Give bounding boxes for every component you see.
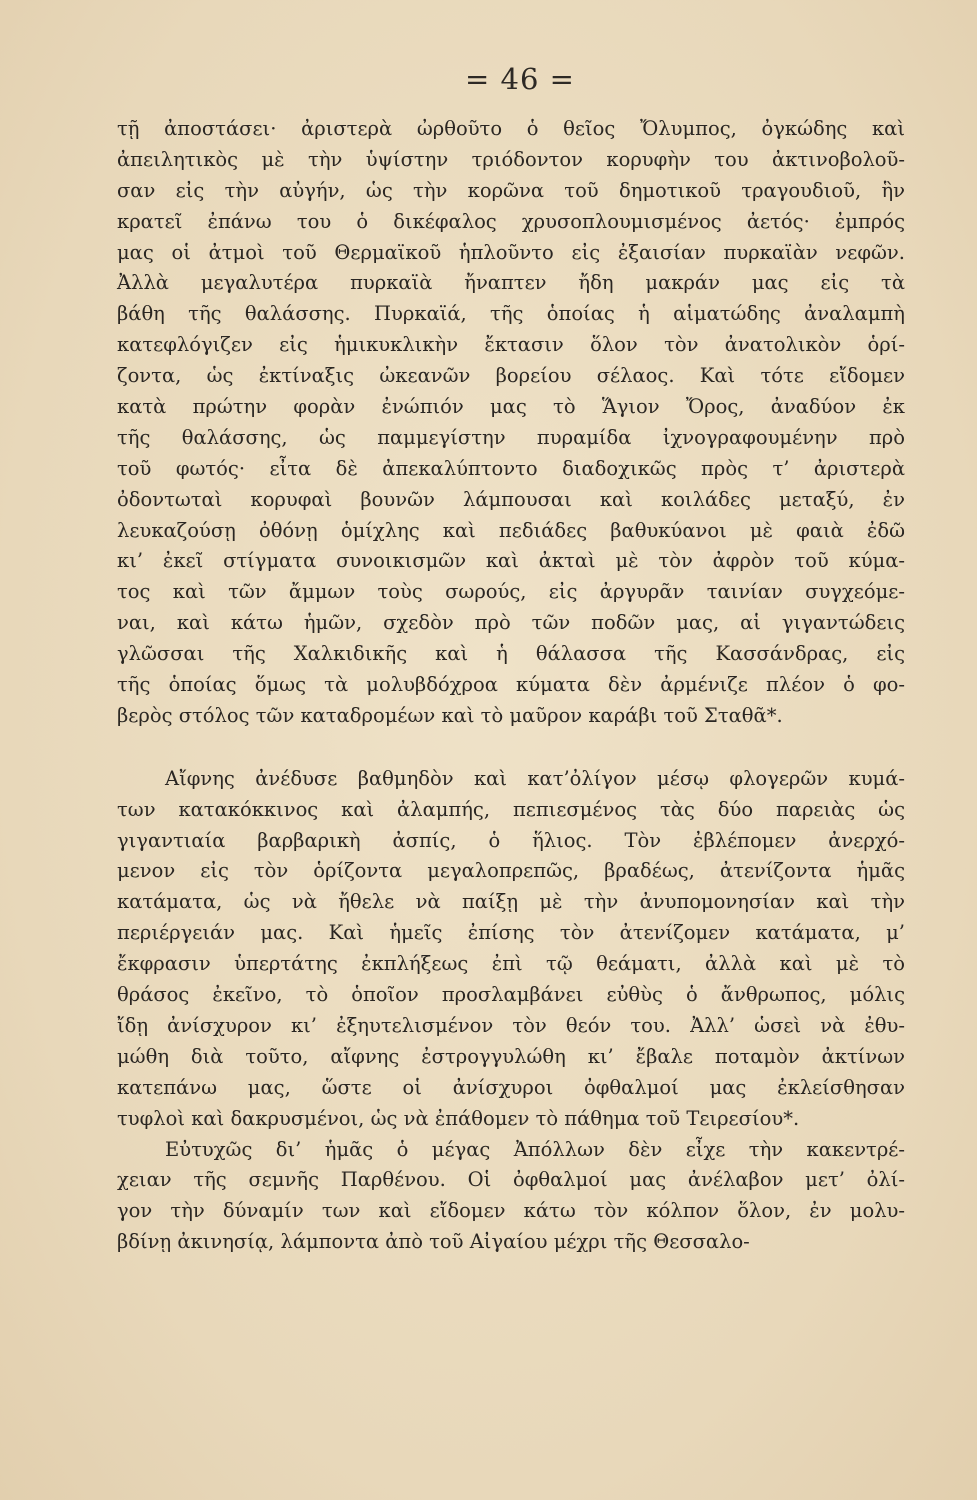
text-line: γλῶσσαι τῆς Χαλκιδικῆς καὶ ἡ θάλασσα τῆς Κασσάνδρας, εἰς (117, 642, 905, 666)
text-line: τῆς ὁποίας ὅμως τὰ μολυβδόχροα κύματα δὲν ἀρμένιζε πλέον ὁ φο- (117, 673, 905, 697)
paragraph-1 (117, 114, 905, 732)
text-line: κατεφλόγιζεν εἰς ἡμικυκλικὴν ἔκτασιν ὅλον τὸν ἀνατολικὸν ὁρί- (117, 333, 905, 357)
text-line: ἀπειλητικὸς μὲ τὴν ὑψίστην τριόδοντον κορυφὴν του ἀκτινοβολοῦ- (117, 147, 905, 171)
text-line: τος καὶ τῶν ἄμμων τοὺς σωρούς, εἰς ἀργυρᾶν ταινίαν συγχεόμε- (117, 580, 905, 604)
text-line: τῇ ἀποστάσει· ἀριστερὰ ὠρθοῦτο ὁ θεῖος Ὄλυμπος, ὀγκώδης καὶ (117, 117, 905, 140)
paragraph-2 (117, 764, 905, 1135)
text-line: Εὐτυχῶς δι’ ἡμᾶς ὁ μέγας Ἀπόλλων δὲν εἶχε τὴν κακεντρέ- (165, 1137, 905, 1161)
text-line: ἴδῃ ἀνίσχυρον κι’ ἐξηυτελισμένον τὸν θεόν του. Ἀλλ’ ὡσεὶ νὰ ἐθυ- (117, 1013, 905, 1037)
text-line: μενον εἰς τὸν ὁρίζοντα μεγαλοπρεπῶς, βραδέως, ἀτενίζοντα ἡμᾶς (117, 859, 905, 883)
paragraph-gap (117, 732, 905, 764)
text-line: των κατακόκκινος καὶ ἀλαμπής, πεπιεσμένος τὰς δύο παρειὰς ὡς (117, 797, 905, 821)
text-line: μώθη διὰ τοῦτο, αἴφνης ἐστρογγυλώθη κι’ ἔβαλε ποταμὸν ἀκτίνων (117, 1044, 905, 1068)
text-line: ζοντα, ὡς ἐκτίναξις ὠκεανῶν βορείου σέλαος. Καὶ τότε εἴδομεν (117, 364, 905, 388)
text-line: ὀδοντωταὶ κορυφαὶ βουνῶν λάμπουσαι καὶ κοιλάδες μεταξύ, ἐν (117, 487, 905, 511)
text-line: Ἀλλὰ μεγαλυτέρα πυρκαϊὰ ἤναπτεν ἤδη μακράν μας εἰς τὰ (117, 271, 905, 295)
text-line: κρατεῖ ἐπάνω του ὁ δικέφαλος χρυσοπλουμισμένος ἀετός· ἐμπρός (117, 209, 905, 233)
text-line: γον τὴν δύναμίν των καὶ εἴδομεν κάτω τὸν κόλπον ὅλον, ἐν μολυ- (117, 1199, 905, 1223)
text-line: ἔκφρασιν ὑπερτάτης ἐκπλήξεως ἐπὶ τῷ θεάματι, ἀλλὰ καὶ μὲ τὸ (117, 952, 905, 976)
text-line: τοῦ φωτός· εἶτα δὲ ἀπεκαλύπτοντο διαδοχικῶς πρὸς τ’ ἀριστερὰ (117, 456, 905, 480)
text-line: κατὰ πρώτην φορὰν ἐνώπιόν μας τὸ Ἅγιον Ὄρος, ἀναδύον ἐκ (117, 395, 905, 419)
text-line: περιέργειάν μας. Καὶ ἡμεῖς ἐπίσης τὸν ἀτενίζομεν κατάματα, μ’ (117, 921, 905, 945)
text-line: ναι, καὶ κάτω ἡμῶν, σχεδὸν πρὸ τῶν ποδῶν μας, αἱ γιγαντώδεις (117, 611, 905, 635)
text-line: Αἴφνης ἀνέδυσε βαθμηδὸν καὶ κατ’ὀλίγον μέσῳ φλογερῶν κυμά- (165, 766, 905, 790)
text-line: βάθη τῆς θαλάσσης. Πυρκαϊά, τῆς ὁποίας ἡ αἱματώδης ἀναλαμπὴ (117, 302, 905, 326)
text-line: λευκαζούσῃ ὀθόνῃ ὁμίχλης καὶ πεδιάδες βαθυκύανοι μὲ φαιὰ ἐδῶ (117, 518, 905, 542)
text-line: κατάματα, ὡς νὰ ἤθελε νὰ παίξῃ μὲ τὴν ἀνυπομονησίαν καὶ τὴν (117, 890, 905, 914)
paragraph-3 (117, 1135, 905, 1259)
text-line: βδίνῃ ἀκινησίᾳ, λάμποντα ἀπὸ τοῦ Αἰγαίου μέχρι τῆς Θεσσαλο- (117, 1230, 750, 1254)
text-line: χειαν τῆς σεμνῆς Παρθένου. Οἱ ὀφθαλμοί μας ἀνέλαβον μετ’ ὀλί- (117, 1168, 905, 1192)
text-line: θράσος ἐκεῖνο, τὸ ὁποῖον προσλαμβάνει εὐθὺς ὁ ἄνθρωπος, μόλις (117, 983, 905, 1007)
text-line: τυφλοὶ καὶ δακρυσμένοι, ὡς νὰ ἐπάθομεν τὸ πάθημα τοῦ Τειρεσίου*. (117, 1106, 800, 1130)
text-line: τῆς θαλάσσης, ὡς παμμεγίστην πυραμίδα ἰχνογραφουμένην πρὸ (117, 425, 905, 449)
text-line: κι’ ἐκεῖ στίγματα συνοικισμῶν καὶ ἀκταὶ μὲ τὸν ἀφρὸν τοῦ κύμα- (117, 549, 905, 573)
text-line: κατεπάνω μας, ὥστε οἱ ἀνίσχυροι ὀφθαλμοί μας ἐκλείσθησαν (117, 1075, 905, 1099)
text-line: γιγαντιαία βαρβαρικὴ ἀσπίς, ὁ ἥλιος. Τὸν ἐβλέπομεν ἀνερχό- (117, 828, 905, 852)
page-number: = 46 = (465, 62, 575, 96)
text-line: μας οἱ ἀτμοὶ τοῦ Θερμαϊκοῦ ἡπλοῦντο εἰς ἐξαισίαν πυρκαϊὰν νεφῶν. (117, 240, 905, 264)
text-line: σαν εἰς τὴν αὐγήν, ὡς τὴν κορῶνα τοῦ δημοτικοῦ τραγουδιοῦ, ἣν (117, 178, 905, 202)
body-text (117, 114, 905, 1258)
text-line: βερὸς στόλος τῶν καταδρομέων καὶ τὸ μαῦρον καράβι τοῦ Σταθᾶ*. (117, 703, 783, 727)
